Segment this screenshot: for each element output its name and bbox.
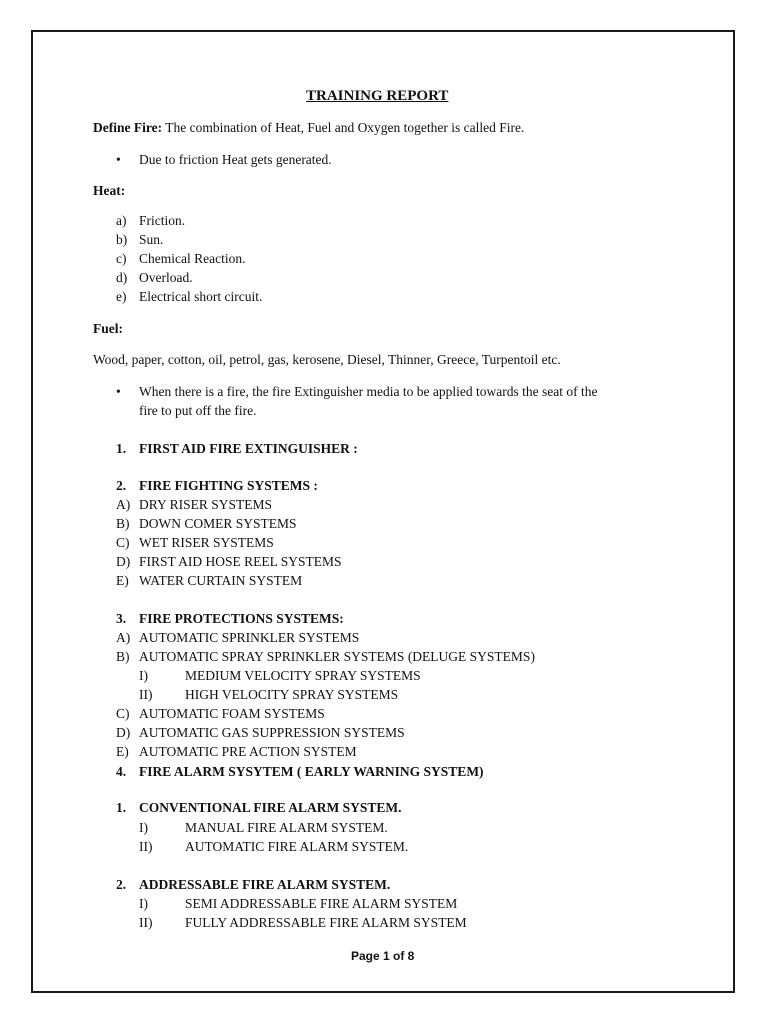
list-item-marker: B) xyxy=(116,649,130,664)
list-item-text: WET RISER SYSTEMS xyxy=(139,535,274,550)
heat-item-text: Sun. xyxy=(139,232,164,247)
list-item-text: AUTOMATIC SPRINKLER SYSTEMS xyxy=(139,630,360,645)
define-fire-label: Define Fire: xyxy=(93,120,163,135)
define-fire-paragraph xyxy=(93,120,524,136)
list-item-text: AUTOMATIC SPRAY SPRINKLER SYSTEMS (DELUGE SYSTEMS) xyxy=(139,649,535,664)
bullet-friction-text: Due to friction Heat gets generated. xyxy=(139,152,332,167)
list-item-text: WATER CURTAIN SYSTEM xyxy=(139,573,303,588)
heat-item-marker: d) xyxy=(116,270,128,285)
section-title: ADDRESSABLE FIRE ALARM SYSTEM. xyxy=(139,877,391,892)
sub-item-marker: II) xyxy=(139,839,153,854)
heat-heading: Heat: xyxy=(93,183,126,198)
list-item-marker: A) xyxy=(116,497,131,512)
heat-item-text: Electrical short circuit. xyxy=(139,289,263,304)
section-title: FIRE ALARM SYSYTEM ( EARLY WARNING SYSTEM) xyxy=(139,764,484,779)
list-item-marker: A) xyxy=(116,630,131,645)
section-title: CONVENTIONAL FIRE ALARM SYSTEM. xyxy=(139,800,402,815)
sub-item-text: SEMI ADDRESSABLE FIRE ALARM SYSTEM xyxy=(185,896,458,911)
bullet-icon: • xyxy=(116,384,121,399)
heat-item-text: Friction. xyxy=(139,213,186,228)
sub-item-text: FULLY ADDRESSABLE FIRE ALARM SYSTEM xyxy=(185,915,467,930)
sub-item-text: HIGH VELOCITY SPRAY SYSTEMS xyxy=(185,687,399,702)
section-title: FIRST AID FIRE EXTINGUISHER : xyxy=(139,441,358,456)
section-number: 2. xyxy=(116,478,127,493)
list-item-marker: E) xyxy=(116,744,129,759)
define-fire-text: The combination of Heat, Fuel and Oxygen together is called Fire. xyxy=(162,120,525,135)
sub-item-marker: II) xyxy=(139,915,153,930)
section-title: FIRE PROTECTIONS SYSTEMS: xyxy=(139,611,344,626)
list-item-marker: E) xyxy=(116,573,129,588)
heat-item-marker: b) xyxy=(116,232,128,247)
list-item-text: AUTOMATIC FOAM SYSTEMS xyxy=(139,706,325,721)
fuel-text: Wood, paper, cotton, oil, petrol, gas, kerosene, Diesel, Thinner, Greece, Turpentoil etc. xyxy=(93,352,561,367)
sub-item-marker: I) xyxy=(139,668,148,683)
heat-item-marker: c) xyxy=(116,251,127,266)
list-item-text: DRY RISER SYSTEMS xyxy=(139,497,273,512)
list-item-text: DOWN COMER SYSTEMS xyxy=(139,516,297,531)
list-item-text: FIRST AID HOSE REEL SYSTEMS xyxy=(139,554,342,569)
heat-item-text: Chemical Reaction. xyxy=(139,251,246,266)
sub-item-marker: II) xyxy=(139,687,153,702)
list-item-text: AUTOMATIC PRE ACTION SYSTEM xyxy=(139,744,357,759)
list-item-marker: D) xyxy=(116,725,131,740)
fuel-heading: Fuel: xyxy=(93,321,123,336)
sub-item-marker: I) xyxy=(139,820,148,835)
section-number: 2. xyxy=(116,877,127,892)
heat-item-marker: e) xyxy=(116,289,127,304)
heat-item-text: Overload. xyxy=(139,270,193,285)
bullet-icon: • xyxy=(116,152,121,167)
sub-item-text: MANUAL FIRE ALARM SYSTEM. xyxy=(185,820,388,835)
page-title: TRAINING REPORT xyxy=(306,88,449,104)
list-item-marker: B) xyxy=(116,516,130,531)
bullet-extinguisher-line: fire to put off the fire. xyxy=(139,403,257,418)
section-number: 3. xyxy=(116,611,127,626)
list-item-text: AUTOMATIC GAS SUPPRESSION SYSTEMS xyxy=(139,725,405,740)
list-item-marker: C) xyxy=(116,706,130,721)
sub-item-text: AUTOMATIC FIRE ALARM SYSTEM. xyxy=(185,839,409,854)
sub-item-text: MEDIUM VELOCITY SPRAY SYSTEMS xyxy=(185,668,421,683)
section-number: 1. xyxy=(116,441,127,456)
sub-item-marker: I) xyxy=(139,896,148,911)
page-number-footer: Page 1 of 8 xyxy=(351,949,415,963)
section-number: 1. xyxy=(116,800,127,815)
list-item-marker: D) xyxy=(116,554,131,569)
list-item-marker: C) xyxy=(116,535,130,550)
section-number: 4. xyxy=(116,764,127,779)
heat-item-marker: a) xyxy=(116,213,127,228)
section-title: FIRE FIGHTING SYSTEMS : xyxy=(139,478,318,493)
bullet-extinguisher-line: When there is a fire, the fire Extinguisher media to be applied towards the seat of the xyxy=(139,384,598,399)
